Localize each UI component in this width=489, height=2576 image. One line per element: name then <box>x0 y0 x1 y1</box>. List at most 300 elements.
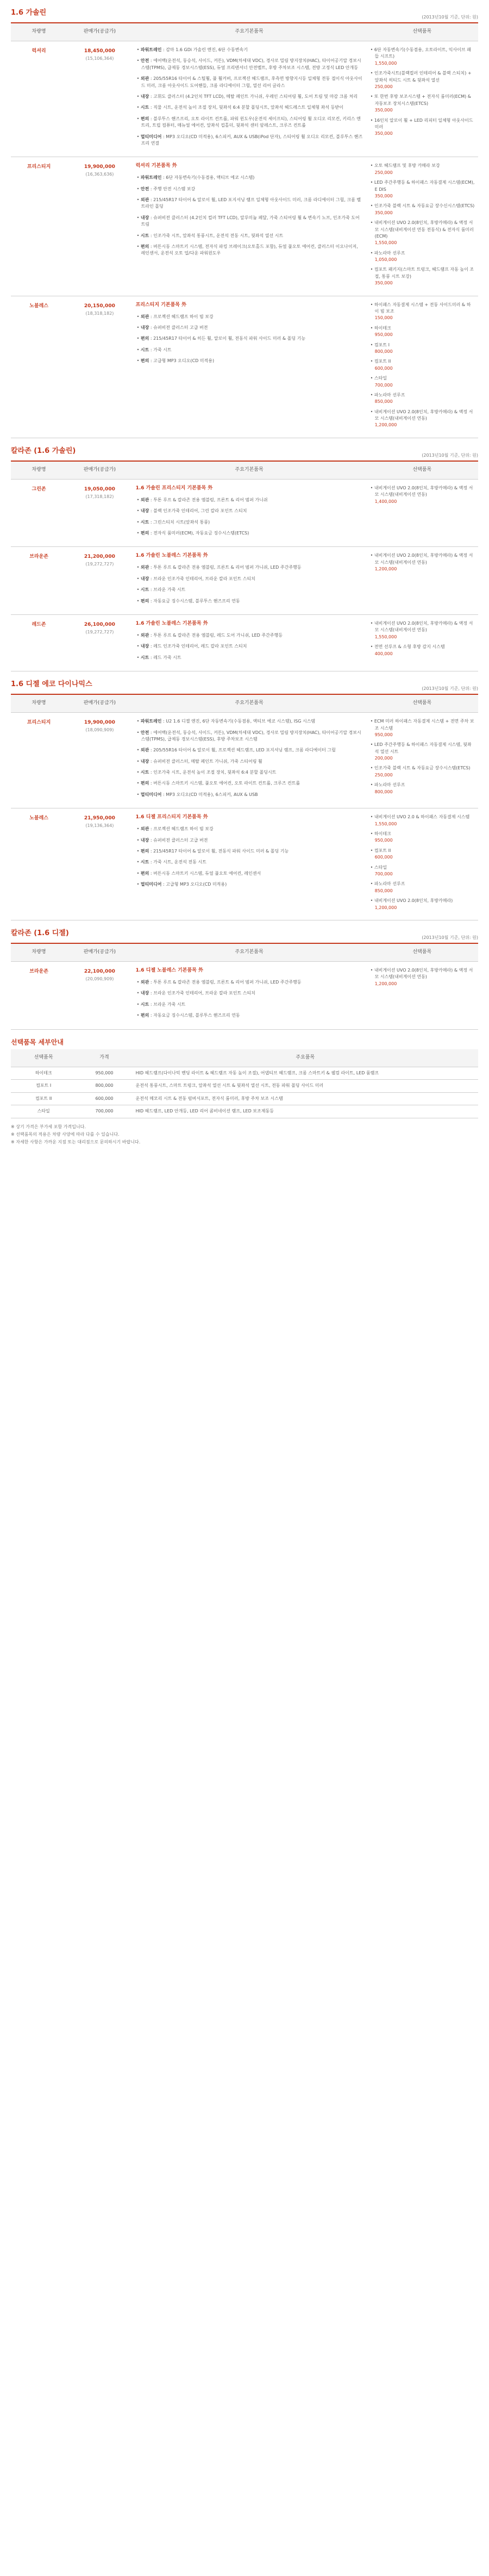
option-item <box>369 848 475 861</box>
spec-detail: 블루투스 핸즈프리, 오토 라이트 컨트롤, 파워 윈도우(운전석 세이프티), 스티어링 휠 오디오 리모컨, 키리스 엔트리, 트립 컴퓨터, 매뉴얼 에어컨, 앞좌석 컵홀더, 뒷좌석 센터 암레스트, 크루즈 컨트롤 <box>141 116 361 128</box>
option-item <box>369 163 475 176</box>
option-item <box>369 266 475 287</box>
price-cell <box>67 713 132 808</box>
option-item <box>369 250 475 264</box>
sale-price: 21,200,000 <box>84 554 115 560</box>
spec-detail: 215/45R17 타이어 & 알로이 휠, LED 포지셔닝 램프 일체형 아웃사이드 미러, 크롬 라디에이터 그릴, 크롬 벨트라인 몰딩 <box>141 197 361 209</box>
spec-category: 외관 <box>140 314 149 319</box>
spec-detail: 슈퍼비전 클러스터, 메탈 페인트 가니쉬, 가죽 스티어링 휠 <box>153 758 262 764</box>
price-document <box>0 8 489 1146</box>
option-price: 350,000 <box>374 193 393 198</box>
option-price: 350,000 <box>374 131 393 136</box>
spec-category: 내장 <box>140 508 149 514</box>
spec-cell <box>133 808 366 920</box>
spec-category: 편의 <box>140 848 149 854</box>
details-title: 선택품목 세부안내 <box>11 1038 64 1046</box>
spec-item: • 외관 : 205/55R16 타이어 & 알로이 휠, 프로젝션 헤드램프, LED 포지셔닝 램프, 크롬 라디에이터 그릴 <box>136 748 336 753</box>
spec-category: 파워트레인 <box>140 175 162 181</box>
column-header: 판매가(공급가) <box>67 695 132 712</box>
footnotes <box>11 1124 478 1146</box>
spec-item: • 멀티미디어 : 고급형 MP3 오디오(CD 미적용) <box>136 882 227 887</box>
option-item <box>369 47 475 67</box>
option-price: 600,000 <box>374 365 393 371</box>
option-name: • 내비게이션 UVO 2.0 & 하이패스 자동결제 시스템 <box>370 814 470 820</box>
trim-name: 그린존 <box>11 479 67 547</box>
section-header <box>11 446 478 462</box>
spec-category: 내장 <box>140 991 149 996</box>
spec-detail: 투톤 루프 & 칼라존 전용 엠블럼, 프론트 & 리어 범퍼 가니쉬 <box>153 497 268 502</box>
option-name: • 스타일 <box>370 864 387 870</box>
option-name: • 내비게이션 UVO 2.0(8인치, 후방카메라) & 액정 서모 시스템(내비게이션 연동 전동식) & 전자식 룸미러(ECM) <box>370 220 474 239</box>
spec-detail: 고휘도 클러스터 (4.2인치 TFT LCD), 메탈 페인트 가니쉬, 우레인 스티어링 휠, 도어 트림 및 마감 크롬 처리 <box>153 94 358 99</box>
spec-detail: 직물 시트, 운전석 높이 조절 장치, 뒷좌석 6:4 분할 폴딩시트, 앞좌석 헤드레스트 일체형 좌석 등받이 <box>153 105 343 110</box>
spec-category: 외관 <box>140 826 149 832</box>
option-name: • 6단 자동변속기(수동겸용, 오토라이트, 익사이브 패들 시프트) <box>370 47 471 59</box>
option-name-text: 내비게이션 UVO 2.0(8인치, 후방카메라) & 액정 서모 시스템(내비게이션 연동) <box>374 485 473 497</box>
spec-detail: 그린스티치 시트(앞좌석 통풍) <box>153 519 210 525</box>
spec-detail: 에어백(운전석, 동승석, 사이드, 커튼), VDM(차세대 VDC), 경사로 밀림 방지장치(HAC), 타이어공기압 경보시스템(TPMS), 급제동 경보시스템(ESS), 후방 주차보조 시스템 <box>141 730 361 742</box>
price-cell <box>67 296 132 438</box>
spec-detail: 투톤 루프 & 칼라존 전용 엠블럼, 레드 도어 가니쉬, LED 주간주행등 <box>153 632 283 638</box>
option-name: • 내비게이션 UVO 2.0(8인치, 후방카메라) & 액정 서모 시스템(내비게이션 연동) <box>370 968 473 980</box>
option-item <box>369 220 475 247</box>
spec-cell <box>133 296 366 438</box>
spec-detail: MP3 오디오(CD 미적용), 6스피커, AUX & USB <box>166 792 258 797</box>
unit-note: (2013년10월 기준, 단위: 원) <box>422 935 478 940</box>
spec-detail: 브라운 인조가죽 인테리어, 브라운 칼라 포인트 스티치 <box>153 991 255 996</box>
spec-item: • 안전 : 에어백(운전석, 동승석, 사이드, 커튼), VDM(차세대 VDC), 경사로 밀림 방지장치(HAC), 타이어공기압 경보시스템(TPMS), 급제동 경보시스템(ESS), 후방 주차보조 시스템 <box>136 730 361 742</box>
supply-price: (16,363,636) <box>85 172 114 177</box>
option-package-name: 컴포트 I <box>11 1080 76 1092</box>
option-name: • 또 한번 후방 보조시스템 + 전자식 룸미러(ECM) & 자동보조 장치시스템(ETCS) <box>370 94 472 106</box>
column-header: 주요기본품목 <box>133 462 366 479</box>
option-item <box>369 831 475 844</box>
option-package-price: 700,000 <box>76 1105 132 1118</box>
option-name-text: 인조가죽 블랙 시트 & 자동요금 장수시스템(ETCS) <box>374 766 471 771</box>
option-name-text: 스타일 <box>374 864 387 870</box>
price-section <box>11 679 478 920</box>
option-name: • 내비게이션 UVO 2.0(8인치, 후방카메라) & 액정 서모 시스템(내비게이션 연동) <box>370 553 473 565</box>
option-name-text: 내비게이션 UVO 2.0(8인치, 후방카메라) & 액정 서모 시스템(내비게이션 연동) <box>374 553 473 565</box>
option-name: • 컴포트 패키지(스마트 트렁크, 헤드램프 자동 높이 조절, 통풍 시트 보강) <box>370 267 474 279</box>
spec-detail: 버튼시동 스마트키 시스템, 듀얼 풀오토 에어컨, 레인센서 <box>153 870 261 876</box>
option-cell <box>366 614 478 671</box>
price-cell <box>67 614 132 671</box>
supply-price: (19,136,364) <box>85 823 114 829</box>
option-name: • 내비게이션 UVO 2.0(8인치, 후방카메라) & 액정 서모 시스템(내비게이션 연동) <box>370 620 473 633</box>
option-name-text: 하이패스 자동결제 시스템 + 전동 사이드미러 & 하이 빔 보조 <box>374 302 471 314</box>
spec-category: 편의 <box>140 336 149 341</box>
option-name-text: 또 한번 후방 보조시스템 + 전자식 룸미러(ECM) & 자동보조 장치시스템(ETCS) <box>374 94 472 106</box>
option-cell <box>366 962 478 1030</box>
spec-detail: 프로젝션 헤드램프 하이 빔 보강 <box>153 826 214 832</box>
spec-basis: 1.6 디젤 노블레스 기본품목 外 <box>135 968 203 974</box>
option-name-text: 컴포트 I <box>374 342 390 347</box>
column-header: 주요기본품목 <box>133 944 366 961</box>
option-name: • 컴포트 II <box>370 359 391 364</box>
spec-item: • 외관 : 투톤 루프 & 칼라존 전용 엠블럼, 프론트 & 리어 범퍼 가니쉬, LED 주간주행등 <box>136 979 302 985</box>
option-name: • 스타일 <box>370 376 387 381</box>
option-name: • 인조가죽시트(블랙컬러 인테리어 & 블랙 스티치) + 앞좌석 히티드 시트 & 뒷좌석 열선 <box>370 71 472 83</box>
option-cell <box>366 157 478 296</box>
option-name-text: 내비게이션 UVO 2.0(8인치, 후방카메라) <box>374 898 453 904</box>
section-title: 1.6 가솔린 <box>11 9 47 17</box>
option-price: 950,000 <box>374 332 393 338</box>
option-name: • 컴포트 I <box>370 342 390 347</box>
spec-category: 멀티미디어 <box>140 792 162 797</box>
option-item <box>369 620 475 640</box>
option-name-text: 오토 헤드램프 및 후방 카메라 보강 <box>374 163 440 169</box>
spec-item: • 외관 : 투톤 루프 & 칼라존 전용 엠블럼, 프론트 & 리어 범퍼 가니쉬 <box>136 497 268 502</box>
option-name-text: 내비게이션 UVO 2.0(8인치, 후방카메라) & 액정 서모 시스템(내비게이션 연동) <box>374 620 473 633</box>
spec-category: 멀티미디어 <box>140 882 162 887</box>
table-row <box>11 962 478 1030</box>
option-name-text: 16인치 알로이 휠 + LED 리피터 일체형 아웃사이드 미러 <box>374 117 473 129</box>
column-header: 주요품목 <box>133 1049 478 1067</box>
spec-item: • 내장 : 슈퍼비전 클러스터 고급 버전 <box>136 325 208 330</box>
option-name: • 파노라마 선루프 <box>370 250 405 256</box>
spec-item: • 시트 : 브라운 가죽 시트 <box>136 587 186 593</box>
option-item <box>369 375 475 389</box>
option-item <box>369 552 475 573</box>
table-row <box>11 808 478 920</box>
unit-note: (2013년10월 기준, 단위: 원) <box>422 14 478 20</box>
supply-price: (19,272,727) <box>85 562 114 567</box>
spec-item: • 내장 : 슈퍼비전 클러스터 (4.2인치 컬러 TFT LCD), 알루미늄 페달, 가죽 스티어링 휠 & 변속기 노브, 인조가죽 도어트림 <box>136 215 360 227</box>
spec-item: • 파워트레인 : 감마 1.6 GDi 가솔린 엔진, 6단 수동변속기 <box>136 47 248 53</box>
option-package-price: 950,000 <box>76 1067 132 1080</box>
spec-basis: 럭셔리 기본품목 外 <box>135 163 177 169</box>
option-package-name: 스타일 <box>11 1105 76 1118</box>
option-name: • 16인치 알로이 휠 + LED 리피터 일체형 아웃사이드 미러 <box>370 117 473 129</box>
footnote: ※ 상기 가격은 부가세 포함 가격입니다. <box>11 1124 86 1129</box>
option-price: 1,200,000 <box>374 422 397 428</box>
spec-category: 시트 <box>140 347 149 352</box>
table-header-row <box>11 695 478 712</box>
trim-name: 노블레스 <box>11 808 67 920</box>
option-name-text: ECM 미러 하이패스 자동결제 시스템 + 전면 주차 보조 시스템 <box>374 719 474 731</box>
option-price: 150,000 <box>374 315 393 321</box>
option-price: 1,550,000 <box>374 60 397 66</box>
table-row <box>11 547 478 615</box>
option-price: 200,000 <box>374 756 393 761</box>
column-header: 선택품목 <box>366 944 478 961</box>
spec-category: 외관 <box>140 979 149 985</box>
trim-name: 브라운존 <box>11 962 67 1030</box>
spec-item: • 편의 : 버튼시동 스마트키 시스템, 전자식 파킹 브레이크(오토홀드 포함), 듀얼 풀오토 에어컨, 클러스터 이오나이저, 레인센서, 운전석 오토 업/다운 파워윈도우 <box>136 244 358 256</box>
spec-detail: 고급형 MP3 오디오(CD 미적용) <box>166 882 227 887</box>
option-price: 850,000 <box>374 399 393 405</box>
sale-price: 22,100,000 <box>84 969 115 975</box>
column-header: 판매가(공급가) <box>67 462 132 479</box>
section-title: 칼라존 (1.6 가솔린) <box>11 446 76 455</box>
spec-category: 내장 <box>140 94 149 99</box>
section-header <box>11 8 478 23</box>
spec-item: • 편의 : 고급형 MP3 오디오(CD 미적용) <box>136 358 215 364</box>
column-header: 선택품목 <box>11 1049 76 1067</box>
spec-detail: 슈퍼비전 클러스터 고급 버전 <box>153 325 208 330</box>
spec-item: • 내장 : 슈퍼비전 클러스터 고급 버전 <box>136 837 208 843</box>
table-row <box>11 1092 478 1105</box>
spec-item: • 내장 : 브라운 인조가죽 인테리어, 브라운 칼라 포인트 스티치 <box>136 576 255 581</box>
spec-item: • 편의 : 자동요금 징수시스템, 블루투스 핸즈프리 연동 <box>136 598 240 603</box>
spec-category: 외관 <box>140 748 149 753</box>
price-cell <box>67 157 132 296</box>
sale-price: 19,050,000 <box>84 486 115 492</box>
table-header-row <box>11 944 478 961</box>
option-price: 1,550,000 <box>374 821 397 826</box>
column-header: 차량명 <box>11 23 67 41</box>
spec-category: 내장 <box>140 837 149 843</box>
spec-item: • 외관 : 프로젝션 헤드램프 하이 빔 보강 <box>136 314 214 319</box>
option-price: 250,000 <box>374 84 393 90</box>
option-cell <box>366 547 478 615</box>
supply-price: (18,090,909) <box>85 727 114 733</box>
option-cell <box>366 479 478 547</box>
spec-basis: 1.6 가솔린 노블레스 기본품목 外 <box>135 620 208 626</box>
price-section <box>11 8 478 438</box>
supply-price: (17,318,182) <box>85 494 114 499</box>
spec-category: 내장 <box>140 325 149 330</box>
spec-detail: 인조가죽 시트, 운전석 높이 조절 장치, 뒷좌석 6:4 분할 폴딩시트 <box>153 770 277 775</box>
column-header: 차량명 <box>11 695 67 712</box>
spec-detail: 감마 1.6 GDi 가솔린 엔진, 6단 수동변속기 <box>166 47 248 53</box>
spec-category: 편의 <box>140 781 149 786</box>
spec-cell <box>133 41 366 157</box>
price-table <box>11 944 478 1029</box>
table-row <box>11 157 478 296</box>
option-name-text: 컴포트 II <box>374 848 391 853</box>
spec-item: • 내장 : 고휘도 클러스터 (4.2인치 TFT LCD), 메탈 페인트 가니쉬, 우레인 스티어링 휠, 도어 트림 및 마감 크롬 처리 <box>136 94 358 99</box>
option-item <box>369 358 475 372</box>
spec-category: 시트 <box>140 655 149 660</box>
trim-name: 프리스티지 <box>11 713 67 808</box>
sale-price: 20,150,000 <box>84 303 115 309</box>
spec-item: • 외관 : 투톤 루프 & 칼라존 전용 엠블럼, 프론트 & 리어 범퍼 가니쉬, LED 주간주행등 <box>136 565 302 570</box>
option-item <box>369 742 475 762</box>
spec-detail: 투톤 루프 & 칼라존 전용 엠블럼, 프론트 & 리어 범퍼 가니쉬, LED 주간주행등 <box>153 979 302 985</box>
option-name-text: 인조가죽 블랙 시트 & 자동요금 장수신시스템(ETCS) <box>374 203 475 209</box>
option-price: 800,000 <box>374 349 393 354</box>
table-row <box>11 41 478 157</box>
option-name-text: 파노라마 선루프 <box>374 881 405 887</box>
column-header: 가격 <box>76 1049 132 1067</box>
option-price: 350,000 <box>374 210 393 215</box>
spec-item: • 내장 : 블랙 인조가죽 인테리어, 그린 칼라 포인트 스티치 <box>136 508 247 514</box>
option-package-price: 800,000 <box>76 1080 132 1092</box>
table-header-row <box>11 1049 478 1067</box>
spec-item: • 시트 : 직물 시트, 운전석 높이 조절 장치, 뒷좌석 6:4 분할 폴딩시트, 앞좌석 헤드레스트 일체형 좌석 등받이 <box>136 105 343 110</box>
option-price: 700,000 <box>374 382 393 388</box>
column-header: 판매가(공급가) <box>67 23 132 41</box>
option-package-desc: HID 헤드램프(다이나믹 벤딩 라이트 & 헤드램프 자동 높이 조절), 어댑티브 헤드램프, 크롬 스마트키 & 웰컴 라이트, LED 룸램프 <box>133 1067 478 1080</box>
spec-detail: 프로젝션 헤드램프 하이 빔 보강 <box>153 314 214 319</box>
spec-detail: 6단 자동변속기(수동겸용, 액티브 에코 시스템) <box>166 175 255 181</box>
option-name: • 인조가죽 블랙 시트 & 자동요금 장수신시스템(ETCS) <box>370 203 475 209</box>
spec-category: 시트 <box>140 770 149 775</box>
spec-item: • 편의 : 자동요금 징수시스템, 블루투스 핸즈프리 연동 <box>136 1013 240 1018</box>
spec-detail: 가죽 시트 <box>153 347 172 352</box>
option-item <box>369 881 475 894</box>
option-name: • 하이테크 <box>370 831 391 837</box>
option-price: 1,400,000 <box>374 499 397 504</box>
spec-category: 내장 <box>140 576 149 581</box>
spec-item: • 시트 : 인조가죽 시트, 운전석 높이 조절 장치, 뒷좌석 6:4 분할 폴딩시트 <box>136 770 277 775</box>
spec-detail: 브라운 가죽 시트 <box>153 587 186 593</box>
supply-price: (19,272,727) <box>85 629 114 634</box>
option-name: • 파노라마 선루프 <box>370 881 405 887</box>
spec-detail: 슈퍼비전 클러스터 고급 버전 <box>153 837 208 843</box>
option-name-text: 내비게이션 UVO 2.0 & 하이패스 자동결제 시스템 <box>374 814 470 820</box>
unit-note: (2013년10월 기준, 단위: 원) <box>422 452 478 458</box>
section-header <box>11 679 478 695</box>
spec-cell <box>133 547 366 615</box>
spec-category: 시트 <box>140 519 149 525</box>
option-name: • 인조가죽 블랙 시트 & 자동요금 장수시스템(ETCS) <box>370 766 471 771</box>
spec-category: 편의 <box>140 1013 149 1018</box>
column-header: 판매가(공급가) <box>67 944 132 961</box>
option-price: 800,000 <box>374 789 393 794</box>
spec-detail: U2 1.6 디젤 엔진, 6단 자동변속기(수동겸용, 액티브 에코 시스템), ISG 시스템 <box>166 719 316 724</box>
spec-category: 파워트레인 <box>140 47 162 53</box>
spec-item: • 시트 : 인조가죽 시트, 앞좌석 통풍시트, 운전석 전동 시트, 뒷좌석 열선 시트 <box>136 233 284 238</box>
spec-detail: 205/55R16 타이어 & 알로이 휠, 프로젝션 헤드램프, LED 포지셔닝 램프, 크롬 라디에이터 그릴 <box>153 748 336 753</box>
option-price: 950,000 <box>374 838 393 843</box>
column-header: 주요기본품목 <box>133 23 366 41</box>
table-row <box>11 713 478 808</box>
spec-detail: 주행 안전 시스템 보강 <box>153 186 196 191</box>
spec-detail: 215/45R17 타이어 & 알로이 휠, 전동식 파워 사이드 미러 & 폴딩 기능 <box>153 848 289 854</box>
details-table <box>11 1049 478 1118</box>
option-price: 850,000 <box>374 888 393 893</box>
option-name: • 오토 헤드램프 및 후방 카메라 보강 <box>370 163 440 169</box>
spec-detail: 에어백(운전석, 동승석, 사이드, 커튼), VDM(차세대 VDC), 경사로 밀림 방지장치(HAC), 타이어공기압 경보시스템(TPMS), 급제동 경보시스템(ESS), 듀얼 프리텐셔너 안전벨트, 후방 주차보조 시스템, 전방 고정식 LED 안개등 <box>141 58 361 70</box>
option-name-text: 6단 자동변속기(수동겸용, 오토라이트, 익사이브 패들 시프트) <box>374 47 471 59</box>
option-item <box>369 342 475 356</box>
spec-detail: 가죽 시트, 운전석 전동 시트 <box>153 860 206 865</box>
spec-item: • 시트 : 브라운 가죽 시트 <box>136 1001 186 1007</box>
column-header: 차량명 <box>11 944 67 961</box>
spec-item: • 편의 : 버튼시동 스마트키 시스템, 듀얼 풀오토 에어컨, 레인센서 <box>136 870 261 876</box>
option-item <box>369 967 475 987</box>
spec-detail: 블랙 인조가죽 인테리어, 그린 칼라 포인트 스티치 <box>153 508 247 514</box>
spec-category: 시트 <box>140 860 149 865</box>
option-item <box>369 179 475 200</box>
spec-item: • 편의 : 블루투스 핸즈프리, 오토 라이트 컨트롤, 파워 윈도우(운전석 세이프티), 스티어링 휠 오디오 리모컨, 키리스 엔트리, 트립 컴퓨터, 매뉴얼 에어컨, 앞좌석 컵홀더, 뒷좌석 센터 암레스트, 크루즈 컨트롤 <box>136 116 361 128</box>
spec-category: 편의 <box>140 244 149 250</box>
option-item <box>369 392 475 406</box>
option-name-text: 내비게이션 UVO 2.0(8인치, 후방카메라) & 액정 서모 시스템(내비게이션 연동) <box>374 968 473 980</box>
trim-name: 럭셔리 <box>11 41 67 157</box>
column-header: 선택품목 <box>366 695 478 712</box>
price-table <box>11 695 478 920</box>
option-item <box>369 302 475 322</box>
option-name: • ECM 미러 하이패스 자동결제 시스템 + 전면 주차 보조 시스템 <box>370 719 474 731</box>
supply-price: (15,106,364) <box>85 56 114 61</box>
table-row <box>11 614 478 671</box>
spec-item: • 외관 : 투톤 루프 & 칼라존 전용 엠블럼, 레드 도어 가니쉬, LED 주간주행등 <box>136 632 283 638</box>
supply-price: (18,318,182) <box>85 310 114 316</box>
spec-detail: 인조가죽 시트, 앞좌석 통풍시트, 운전석 전동 시트, 뒷좌석 열선 시트 <box>153 233 284 238</box>
option-name: • 컴포트 II <box>370 848 391 853</box>
spec-category: 편의 <box>140 531 149 536</box>
spec-detail: 215/45R17 타이어 & 히든 휠, 알로이 휠, 전동식 파워 사이드 미러 & 폴딩 기능 <box>153 336 306 341</box>
spec-category: 편의 <box>140 598 149 603</box>
section-title: 칼라존 (1.6 디젤) <box>11 929 69 937</box>
option-name: • 하이패스 자동결제 시스템 + 전동 사이드미러 & 하이 빔 보조 <box>370 302 471 314</box>
sale-price: 19,900,000 <box>84 164 115 170</box>
price-table <box>11 462 478 671</box>
spec-category: 멀티미디어 <box>140 134 162 139</box>
table-row <box>11 1105 478 1118</box>
spec-category: 시트 <box>140 233 149 238</box>
spec-category: 내장 <box>140 758 149 764</box>
sale-price: 18,450,000 <box>84 48 115 54</box>
option-price: 1,200,000 <box>374 905 397 910</box>
spec-item: • 멀티미디어 : MP3 오디오(CD 미적용), 6스피커, AUX & USB(iPod 단자), 스티어링 휠 오디오 리모컨, 블루투스 핸즈프리 연결 <box>136 134 363 146</box>
option-details-section <box>11 1037 478 1118</box>
option-name: • 내비게이션 UVO 2.0(8인치, 후방카메라) & 액정 서모 시스템(내비게이션 연동) <box>370 409 473 421</box>
table-header-row <box>11 23 478 41</box>
spec-item: • 시트 : 가죽 시트 <box>136 347 172 352</box>
spec-detail: 레드 인조가죽 인테리어, 레드 칼라 포인트 스티치 <box>153 644 247 649</box>
spec-detail: 전자식 룸미러(ECM), 자동요금 징수시스템(ETCS) <box>153 531 249 536</box>
price-section <box>11 446 478 671</box>
sale-price: 26,100,000 <box>84 621 115 627</box>
option-item <box>369 94 475 114</box>
option-name-text: 내비게이션 UVO 2.0(8인치, 후방카메라) & 액정 서모 시스템(내비게이션 연동 전동식) & 전자식 룸미러(ECM) <box>374 220 474 239</box>
spec-category: 시트 <box>140 105 149 110</box>
option-price: 700,000 <box>374 872 393 876</box>
trim-name: 레드존 <box>11 614 67 671</box>
trim-name: 프리스티지 <box>11 157 67 296</box>
price-cell <box>67 808 132 920</box>
column-header: 주요기본품목 <box>133 695 366 712</box>
spec-basis: 1.6 가솔린 프리스티지 기본품목 外 <box>135 485 213 491</box>
option-item <box>369 409 475 429</box>
spec-category: 외관 <box>140 76 149 82</box>
option-price: 1,050,000 <box>374 257 397 263</box>
price-cell <box>67 962 132 1030</box>
spec-item: • 시트 : 레드 가죽 시트 <box>136 655 181 660</box>
spec-detail: MP3 오디오(CD 미적용), 6스피커, AUX & USB(iPod 단자), 스티어링 휠 오디오 리모컨, 블루투스 핸즈프리 연결 <box>141 134 363 146</box>
trim-name: 브라운존 <box>11 547 67 615</box>
price-section <box>11 928 478 1030</box>
spec-item: • 외관 : 프로젝션 헤드램프 하이 빔 보강 <box>136 826 214 832</box>
spec-item: • 안전 : 주행 안전 시스템 보강 <box>136 186 196 191</box>
spec-item: • 내장 : 레드 인조가죽 인테리어, 레드 칼라 포인트 스티치 <box>136 644 247 649</box>
option-name-text: 스타일 <box>374 376 387 381</box>
column-header: 선택품목 <box>366 462 478 479</box>
option-package-desc: 운전석 통풍시트, 스마트 트렁크, 앞좌석 열선 시트 & 뒷좌석 열선 시트, 전동 파워 폴딩 사이드 미러 <box>133 1080 478 1092</box>
spec-item: • 파워트레인 : U2 1.6 디젤 엔진, 6단 자동변속기(수동겸용, 액티브 에코 시스템), ISG 시스템 <box>136 719 316 724</box>
spec-category: 편의 <box>140 870 149 876</box>
sale-price: 21,950,000 <box>84 816 115 822</box>
option-name-text: LED 주간주행등 & 하이패스 자동결제 시스템(ECM), E DIS <box>374 180 475 192</box>
option-price: 1,200,000 <box>374 567 397 572</box>
spec-item: • 외관 : 205/55R16 타이어 & 스틸휠, 풀 휠커버, 프로젝션 헤드램프, 후측면 방향지시등 일체형 전동 접이식 아웃사이드 미러, 크롬 아웃사이드 도어핸들, 크롬 라디에이터 그릴, 열선 리어 글라스 <box>136 76 362 88</box>
spec-detail: 205/55R16 타이어 & 스틸휠, 풀 휠커버, 프로젝션 헤드램프, 후측면 방향지시등 일체형 전동 접이식 아웃사이드 미러, 크롬 아웃사이드 도어핸들, 크롬 라디에이터 그릴, 열선 리어 글라스 <box>141 76 362 88</box>
section-header <box>11 928 478 944</box>
option-name-text: 전면 선루프 & 소형 후방 감지 시스템 <box>374 644 445 650</box>
table-row <box>11 1067 478 1080</box>
option-name-text: 컴포트 패키지(스마트 트렁크, 헤드램프 자동 높이 조절, 통풍 시트 보강) <box>374 267 474 279</box>
option-package-name: 컴포트 II <box>11 1092 76 1105</box>
spec-category: 안전 <box>140 730 149 735</box>
price-cell <box>67 41 132 157</box>
option-price: 350,000 <box>374 281 393 286</box>
option-package-desc: 운전석 메모리 시트 & 전동 럼버서포트, 전자식 룸미러, 후방 주차 보조 시스템 <box>133 1092 478 1105</box>
